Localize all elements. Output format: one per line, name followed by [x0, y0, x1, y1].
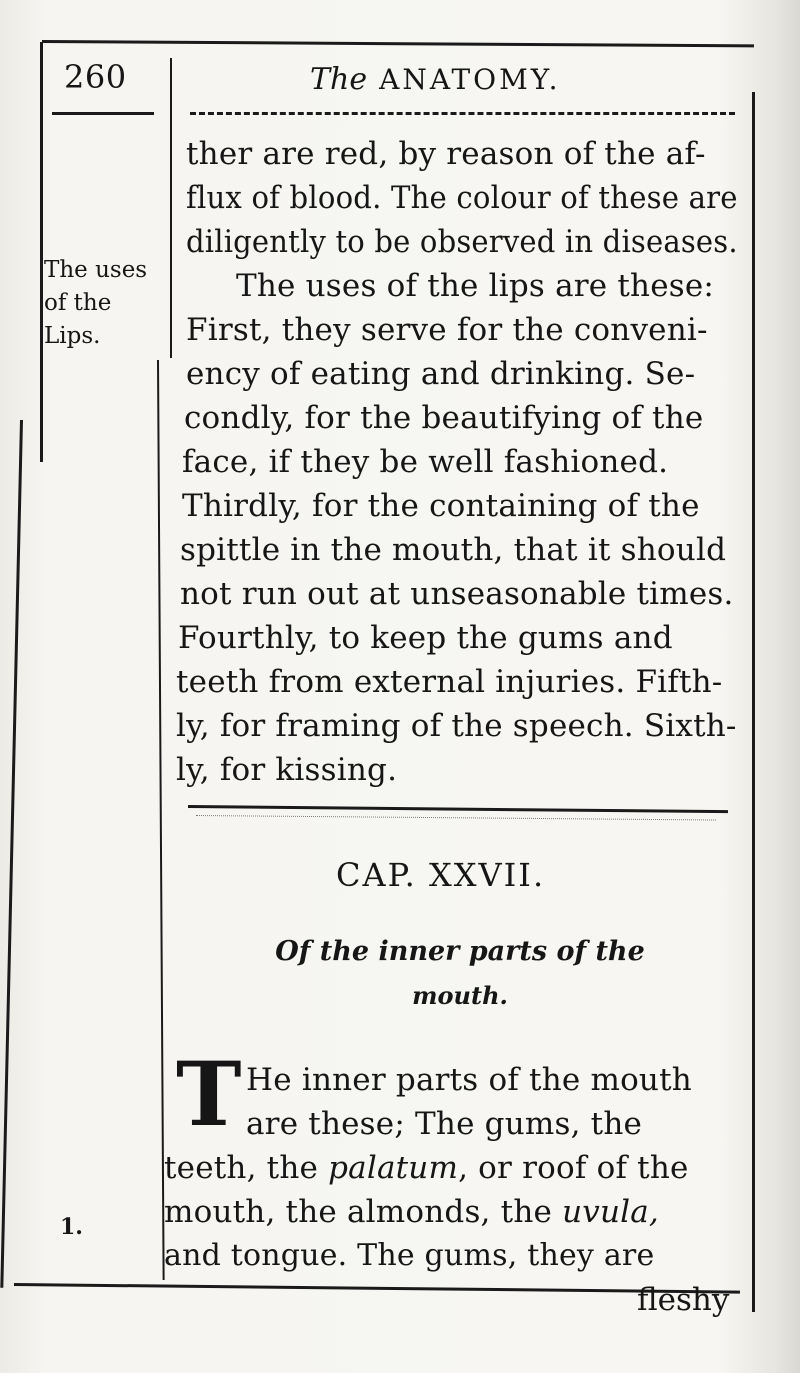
- frame-right-border: [752, 92, 755, 1312]
- frame-bottom-border: [14, 1283, 740, 1294]
- body-line: not run out at unseasonable times.: [180, 576, 734, 612]
- body-line: condly, for the beautifying of the: [184, 400, 704, 436]
- body-line: are these; The gums, the: [246, 1106, 643, 1142]
- body-line: ly, for kissing.: [176, 752, 398, 788]
- page-number: 260: [64, 58, 127, 96]
- chapter-title-line2: mouth.: [412, 981, 508, 1010]
- body-text-italic: uvula,: [562, 1194, 659, 1230]
- margin-line-marker: 1.: [60, 1214, 83, 1240]
- body-text-italic: palatum: [328, 1150, 459, 1186]
- body-line: flux of blood. The colour of these are: [186, 180, 738, 216]
- chapter-title-line1: Of the inner parts of the: [275, 936, 645, 967]
- body-text: teeth, the: [164, 1150, 329, 1186]
- body-text: , or roof of the: [458, 1150, 689, 1186]
- body-line: First, they serve for the conveni-: [186, 312, 708, 348]
- chapter-label: CAP.: [336, 856, 417, 894]
- body-line: Fourthly, to keep the gums and: [178, 620, 673, 656]
- frame-top-border: [42, 40, 754, 47]
- header-rule-left: [52, 112, 154, 115]
- chapter-heading: [336, 856, 545, 894]
- body-line: spittle in the mouth, that it should: [180, 532, 727, 568]
- running-title-word: ANATOMY.: [379, 63, 561, 96]
- marginal-note: The uses of the Lips.: [44, 257, 148, 349]
- frame-left-border-lower: [0, 420, 23, 1288]
- body-line: ther are red, by reason of the af-: [186, 136, 706, 172]
- running-title: [310, 62, 561, 97]
- margin-rule-lower: [157, 360, 165, 1280]
- header-rule-right: [190, 112, 735, 115]
- drop-cap: T: [176, 1042, 242, 1146]
- chapter-number: XXVII.: [428, 856, 546, 894]
- body-line: diligently to be observed in diseases.: [186, 224, 738, 260]
- body-line: teeth from external injuries. Fifth-: [176, 664, 723, 700]
- running-title-article: The: [310, 62, 368, 97]
- section-separator-dotted: [196, 815, 716, 821]
- body-line: face, if they be well fashioned.: [182, 444, 669, 480]
- body-line: ly, for framing of the speech. Sixth-: [176, 708, 737, 744]
- body-line: He inner parts of the mouth: [246, 1062, 692, 1098]
- body-line: ency of eating and drinking. Se-: [186, 356, 696, 392]
- section-separator: [188, 805, 728, 813]
- body-line: [164, 1194, 659, 1230]
- body-text: mouth, the almonds, the: [164, 1194, 563, 1230]
- margin-rule: [170, 58, 172, 358]
- body-line: [164, 1150, 689, 1186]
- body-line: Thirdly, for the containing of the: [182, 488, 700, 524]
- catchword: fleshy: [637, 1282, 730, 1318]
- body-line: and tongue. The gums, they are: [164, 1238, 655, 1273]
- frame-left-border: [40, 42, 43, 462]
- body-line: The uses of the lips are these:: [236, 268, 715, 304]
